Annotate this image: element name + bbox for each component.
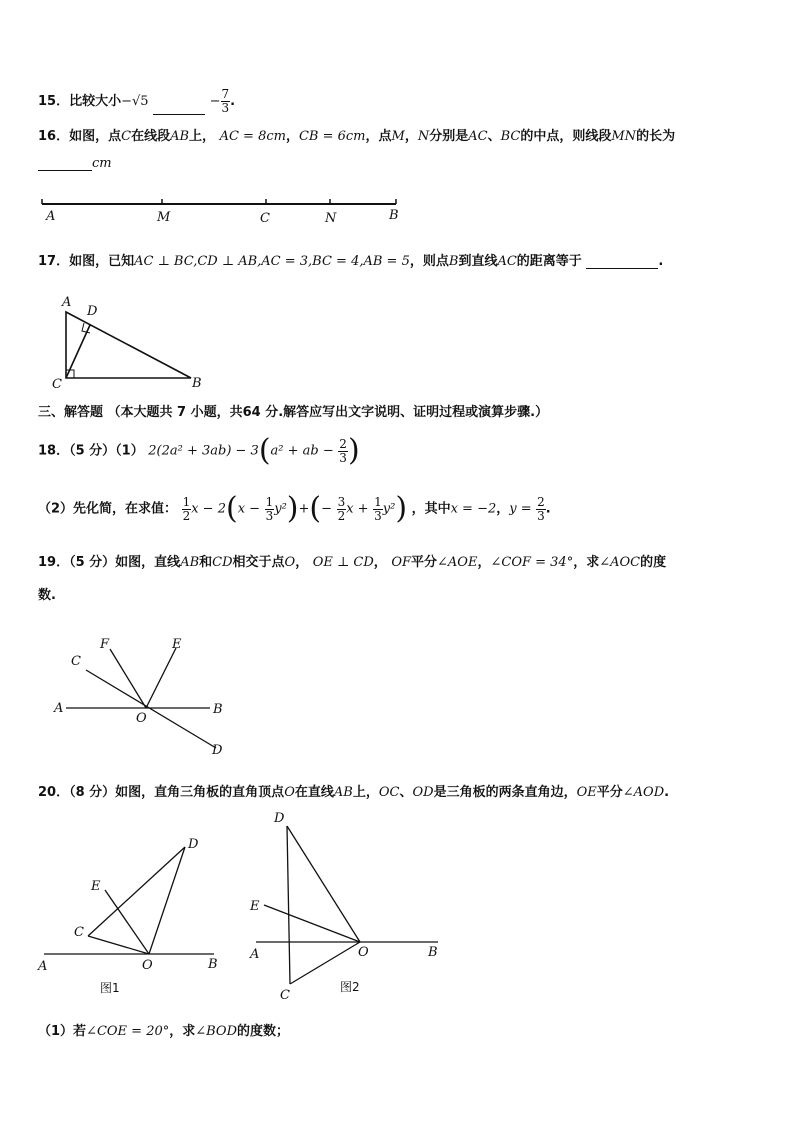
svg-text:A: A (38, 959, 48, 974)
svg-text:E: E (91, 879, 101, 894)
svg-text:F: F (100, 637, 110, 652)
q19: 19．（5 分）如图，直线AB和CD相交于点O， OE ⊥ CD， OF平分∠AOE，∠COF = 34°，求∠AOC的度 (38, 555, 667, 570)
svg-text:O: O (142, 958, 153, 973)
q20-figure-1 (32, 830, 232, 995)
q20: 20．（8 分）如图，直角三角板的直角顶点O在直线AB上，OC、OD是三角板的两条直角边，OE平分∠AOD. (38, 785, 670, 800)
fig2-caption: 图2 (340, 980, 360, 994)
label-A: A (46, 209, 56, 224)
svg-text:D: D (87, 304, 98, 319)
label-M: M (157, 210, 171, 225)
svg-text:E: E (172, 637, 182, 652)
q17-triangle-figure (46, 290, 216, 390)
q19-cont: 数. (38, 588, 56, 603)
svg-text:C: C (52, 377, 62, 390)
q17: 17．如图，已知AC ⊥ BC,CD ⊥ AB,AC = 3,BC = 4,AB = 5，则点B到直线AC的距离等于 . (38, 254, 664, 269)
q16-answer-line: cm (38, 156, 112, 171)
svg-text:O: O (358, 945, 369, 960)
svg-text:E: E (250, 899, 260, 914)
q16-answer-blank[interactable] (38, 158, 92, 171)
q20-sub1: （1）若∠COE = 20°，求∠BOD的度数； (38, 1024, 290, 1039)
q19-angle-figure (48, 630, 248, 760)
svg-text:C: C (71, 654, 81, 669)
svg-text:O: O (136, 711, 147, 726)
svg-text:A: A (62, 295, 72, 310)
fraction: $\frac{7}{3}$ (221, 87, 230, 115)
svg-text:C: C (280, 988, 290, 1003)
q20-figure-2 (244, 806, 454, 1006)
q16-segment-figure (38, 192, 408, 228)
q17-answer-blank[interactable] (586, 256, 658, 269)
q18-part2: （2）先化简，在求值： $\frac{1}{2}$ x − 2(x − $\frac{1}{3}$ y²)+(− $\frac{3}{2}$ x + $\frac{1}{3}$ y²) ，其中x = −2，y = $\frac{2}{3}$ . (38, 491, 551, 526)
svg-text:A: A (54, 701, 64, 716)
q15: 15．比较大小−√5 − $\frac{7}{3}$ . (38, 87, 236, 115)
label-N: N (325, 211, 337, 226)
svg-text:B: B (428, 945, 438, 960)
q16: 16．如图，点C在线段AB上， AC = 8cm，CB = 6cm，点M，N分别是AC、BC的中点，则线段MN的长为 (38, 129, 676, 144)
svg-text:B: B (208, 957, 218, 972)
q18-part1: 18．（5 分）（1） 2(2a² + 3ab) − 3(a² + ab − $\frac{2}{3}$ ) (38, 433, 360, 468)
q15-answer-blank[interactable] (153, 102, 205, 115)
svg-text:A: A (250, 947, 260, 962)
fig1-caption: 图1 (100, 981, 120, 995)
svg-text:D: D (212, 743, 223, 758)
svg-text:C: C (74, 925, 84, 940)
svg-text:D: D (188, 837, 199, 852)
svg-text:B: B (192, 376, 202, 390)
label-C: C (260, 211, 270, 226)
svg-text:D: D (274, 811, 285, 826)
svg-text:B: B (213, 702, 223, 717)
label-B: B (389, 208, 399, 223)
section-heading: 三、解答题 （本大题共 7 小题，共64 分.解答应写出文字说明、证明过程或演算步骤.） (38, 405, 549, 420)
